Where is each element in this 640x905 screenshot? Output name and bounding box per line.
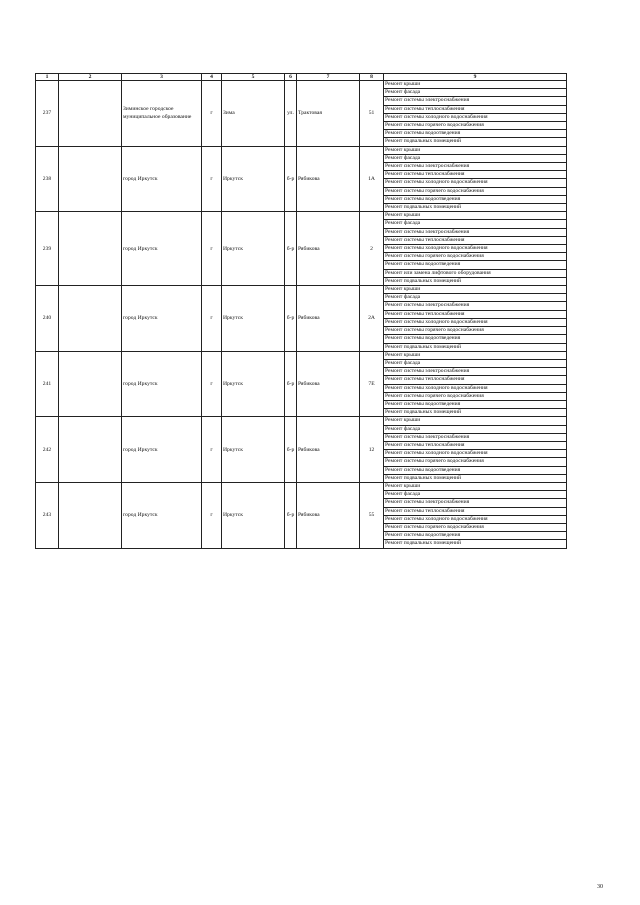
work-item-cell: Ремонт системы водоотведения <box>384 130 567 138</box>
work-item-cell: Ремонт фасада <box>384 294 567 302</box>
work-item-cell: Ремонт или замена лифтового оборудования <box>384 269 567 277</box>
work-item-cell: Ремонт системы холодного водоснабжения <box>384 450 567 458</box>
work-item-cell: Ремонт подвальных помещений <box>384 409 567 417</box>
street-type-cell: ул. <box>285 81 297 147</box>
work-item-cell: Ремонт фасада <box>384 89 567 97</box>
work-item-cell: Ремонт крыши <box>384 351 567 359</box>
work-item-cell: Ремонт системы электроснабжения <box>384 302 567 310</box>
work-item-cell: Ремонт системы холодного водоснабжения <box>384 245 567 253</box>
settlement-type-cell: г <box>202 286 222 352</box>
street-cell: Рябикова <box>297 482 360 548</box>
work-item-cell: Ремонт системы холодного водоснабжения <box>384 113 567 121</box>
settlement-type-cell: г <box>202 146 222 212</box>
table-row <box>36 351 567 359</box>
work-item-cell: Ремонт системы горячего водоснабжения <box>384 253 567 261</box>
repair-schedule-table <box>35 73 567 549</box>
street-cell: Рябикова <box>297 417 360 483</box>
work-item-cell: Ремонт системы горячего водоснабжения <box>384 392 567 400</box>
work-item-cell: Ремонт подвальных помещений <box>384 204 567 212</box>
work-item-cell: Ремонт крыши <box>384 81 567 89</box>
row-number-cell: 242 <box>36 417 59 483</box>
settlement-type-cell: г <box>202 482 222 548</box>
column-header: 5 <box>222 74 285 81</box>
work-item-cell: Ремонт системы горячего водоснабжения <box>384 187 567 195</box>
column-header: 3 <box>122 74 202 81</box>
work-item-cell: Ремонт крыши <box>384 417 567 425</box>
table-row <box>36 212 567 220</box>
work-item-cell: Ремонт системы теплоснабжения <box>384 171 567 179</box>
settlement-type-cell: г <box>202 81 222 147</box>
column-2-cell <box>59 81 122 147</box>
table-row <box>36 286 567 294</box>
street-cell: Трактовая <box>297 81 360 147</box>
row-number-cell: 239 <box>36 212 59 286</box>
municipality-cell: город Иркутск <box>122 146 202 212</box>
row-number-cell: 238 <box>36 146 59 212</box>
work-item-cell: Ремонт системы теплоснабжения <box>384 376 567 384</box>
column-header: 6 <box>285 74 297 81</box>
municipality-cell: город Иркутск <box>122 417 202 483</box>
row-number-cell: 240 <box>36 286 59 352</box>
work-item-cell: Ремонт системы горячего водоснабжения <box>384 327 567 335</box>
city-cell: Иркутск <box>222 482 285 548</box>
work-item-cell: Ремонт крыши <box>384 212 567 220</box>
street-cell: Рябикова <box>297 351 360 417</box>
city-cell: Иркутск <box>222 212 285 286</box>
city-cell: Зима <box>222 81 285 147</box>
street-type-cell: б-р <box>285 351 297 417</box>
work-item-cell: Ремонт подвальных помещений <box>384 138 567 146</box>
work-item-cell: Ремонт системы водоотведения <box>384 532 567 540</box>
table-row <box>36 81 567 89</box>
street-type-cell: б-р <box>285 417 297 483</box>
street-type-cell: б-р <box>285 146 297 212</box>
work-item-cell: Ремонт подвальных помещений <box>384 277 567 285</box>
street-type-cell: б-р <box>285 286 297 352</box>
settlement-type-cell: г <box>202 351 222 417</box>
work-item-cell: Ремонт системы электроснабжения <box>384 97 567 105</box>
house-number-cell: 1А <box>360 146 384 212</box>
column-2-cell <box>59 417 122 483</box>
house-number-cell: 2А <box>360 286 384 352</box>
work-item-cell: Ремонт системы горячего водоснабжения <box>384 523 567 531</box>
city-cell: Иркутск <box>222 351 285 417</box>
work-item-cell: Ремонт подвальных помещений <box>384 343 567 351</box>
work-item-cell: Ремонт системы электроснабжения <box>384 228 567 236</box>
municipality-cell: город Иркутск <box>122 482 202 548</box>
work-item-cell: Ремонт системы холодного водоснабжения <box>384 384 567 392</box>
work-item-cell: Ремонт фасада <box>384 220 567 228</box>
work-item-cell: Ремонт крыши <box>384 286 567 294</box>
column-header: 4 <box>202 74 222 81</box>
municipality-cell: город Иркутск <box>122 286 202 352</box>
street-cell: Рябикова <box>297 146 360 212</box>
work-item-cell: Ремонт системы электроснабжения <box>384 163 567 171</box>
city-cell: Иркутск <box>222 286 285 352</box>
column-2-cell <box>59 482 122 548</box>
city-cell: Иркутск <box>222 417 285 483</box>
column-header: 9 <box>384 74 567 81</box>
house-number-cell: 7Е <box>360 351 384 417</box>
street-cell: Рябикова <box>297 286 360 352</box>
house-number-cell: 2 <box>360 212 384 286</box>
column-2-cell <box>59 351 122 417</box>
work-item-cell: Ремонт системы холодного водоснабжения <box>384 515 567 523</box>
row-number-cell: 243 <box>36 482 59 548</box>
work-item-cell: Ремонт системы электроснабжения <box>384 499 567 507</box>
work-item-cell: Ремонт системы водоотведения <box>384 335 567 343</box>
column-header: 8 <box>360 74 384 81</box>
settlement-type-cell: г <box>202 212 222 286</box>
work-item-cell: Ремонт системы горячего водоснабжения <box>384 122 567 130</box>
work-item-cell: Ремонт системы горячего водоснабжения <box>384 458 567 466</box>
work-item-cell: Ремонт системы холодного водоснабжения <box>384 179 567 187</box>
row-number-cell: 237 <box>36 81 59 147</box>
municipality-cell: город Иркутск <box>122 212 202 286</box>
work-item-cell: Ремонт системы холодного водоснабжения <box>384 318 567 326</box>
column-2-cell <box>59 146 122 212</box>
work-item-cell: Ремонт системы теплоснабжения <box>384 507 567 515</box>
column-2-cell <box>59 286 122 352</box>
work-item-cell: Ремонт фасада <box>384 359 567 367</box>
municipality-cell: город Иркутск <box>122 351 202 417</box>
work-item-cell: Ремонт крыши <box>384 146 567 154</box>
column-header: 2 <box>59 74 122 81</box>
work-item-cell: Ремонт системы водоотведения <box>384 400 567 408</box>
city-cell: Иркутск <box>222 146 285 212</box>
work-item-cell: Ремонт системы электроснабжения <box>384 368 567 376</box>
work-item-cell: Ремонт системы теплоснабжения <box>384 105 567 113</box>
work-item-cell: Ремонт подвальных помещений <box>384 474 567 482</box>
house-number-cell: 55 <box>360 482 384 548</box>
municipality-cell: Зиминское городское муниципальное образование <box>122 81 202 147</box>
row-number-cell: 241 <box>36 351 59 417</box>
work-item-cell: Ремонт системы теплоснабжения <box>384 441 567 449</box>
page-number: 30 <box>597 884 603 890</box>
work-item-cell: Ремонт системы электроснабжения <box>384 433 567 441</box>
house-number-cell: 51 <box>360 81 384 147</box>
work-item-cell: Ремонт системы водоотведения <box>384 466 567 474</box>
work-item-cell: Ремонт фасада <box>384 154 567 162</box>
work-item-cell: Ремонт системы водоотведения <box>384 195 567 203</box>
work-item-cell: Ремонт фасада <box>384 425 567 433</box>
column-2-cell <box>59 212 122 286</box>
table-header-row <box>36 74 567 81</box>
work-item-cell: Ремонт фасада <box>384 491 567 499</box>
work-item-cell: Ремонт системы теплоснабжения <box>384 236 567 244</box>
table-row <box>36 417 567 425</box>
street-cell: Рябикова <box>297 212 360 286</box>
street-type-cell: б-р <box>285 482 297 548</box>
work-item-cell: Ремонт системы теплоснабжения <box>384 310 567 318</box>
table-row <box>36 146 567 154</box>
settlement-type-cell: г <box>202 417 222 483</box>
work-item-cell: Ремонт крыши <box>384 482 567 490</box>
work-item-cell: Ремонт системы водоотведения <box>384 261 567 269</box>
work-item-cell: Ремонт подвальных помещений <box>384 540 567 548</box>
column-header: 1 <box>36 74 59 81</box>
table-row <box>36 482 567 490</box>
column-header: 7 <box>297 74 360 81</box>
street-type-cell: б-р <box>285 212 297 286</box>
house-number-cell: 12 <box>360 417 384 483</box>
